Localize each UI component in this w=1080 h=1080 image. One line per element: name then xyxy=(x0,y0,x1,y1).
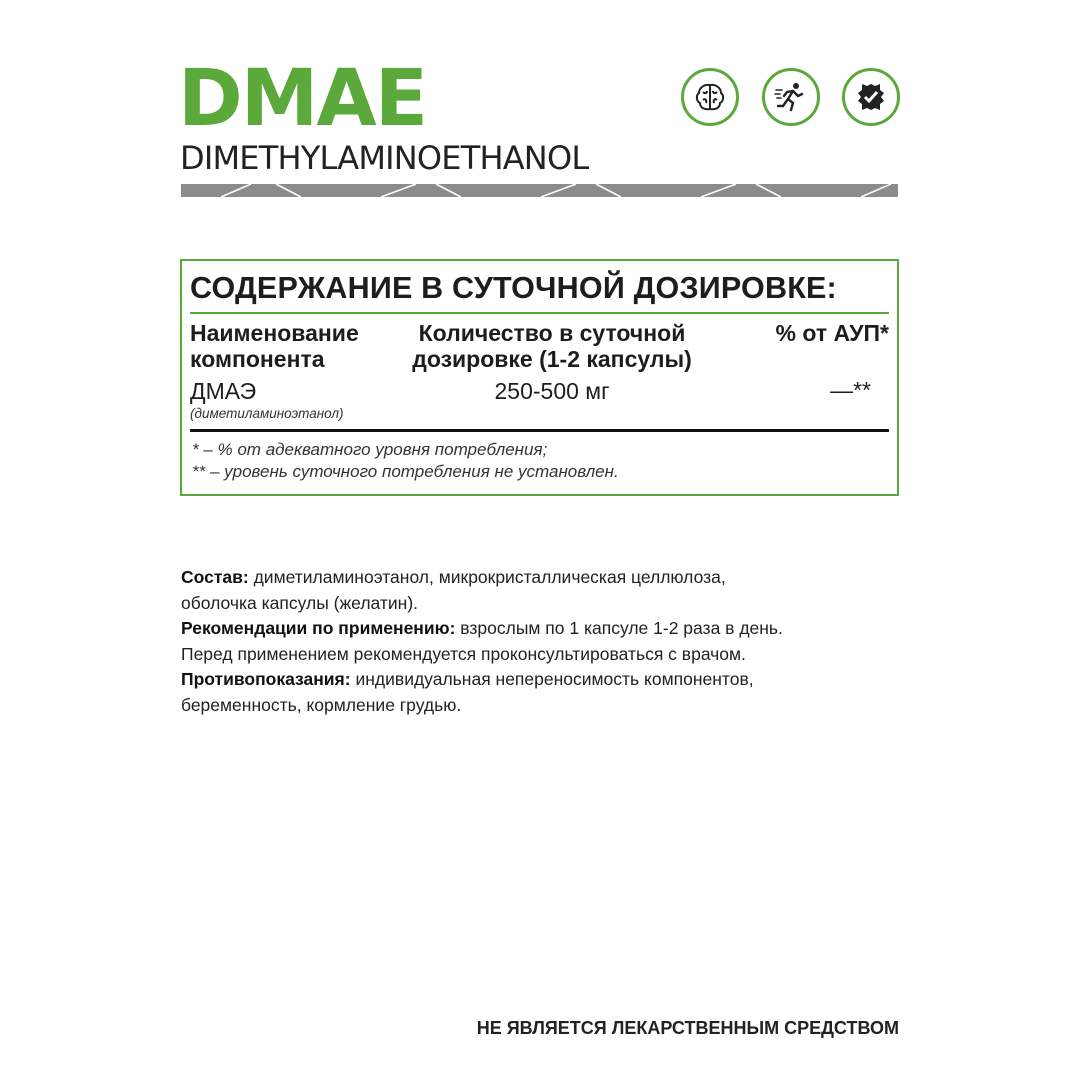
dosage-table xyxy=(180,259,899,496)
component-quantity: 250-500 мг xyxy=(494,378,610,404)
leather-icon xyxy=(842,68,900,126)
table-bottom-divider xyxy=(190,429,889,432)
decorative-stripe xyxy=(181,184,898,197)
composition-line-1: Состав: диметиламиноэтанол, микрокристаллическая целлюлоза, xyxy=(181,567,726,587)
composition-block xyxy=(181,565,921,718)
product-title: DMAE xyxy=(178,54,427,144)
dosage-table-title: СОДЕРЖАНИЕ В СУТОЧНОЙ ДОЗИРОВКЕ: xyxy=(190,271,837,305)
column-header-quantity: Количество в суточной дозировке (1-2 капсулы) xyxy=(412,320,692,372)
disclaimer: НЕ ЯВЛЯЕТСЯ ЛЕКАРСТВЕННЫМ СРЕДСТВОМ xyxy=(476,1018,899,1038)
product-subtitle: DIMETHYLAMINOETHANOL xyxy=(180,139,589,177)
brain-icon xyxy=(681,68,739,126)
footnote-2: ** – уровень суточного потребления не установлен. xyxy=(192,462,619,481)
feature-icons xyxy=(681,68,900,130)
table-title-divider xyxy=(190,312,889,314)
column-header-percent: % от АУП* xyxy=(775,320,889,346)
composition-line-2: оболочка капсулы (желатин). xyxy=(181,592,419,613)
component-percent: —** xyxy=(830,377,871,403)
usage-line-1: Рекомендации по применению: взрослым по 1 капсуле 1-2 раза в день. xyxy=(181,618,783,638)
component-name-sub: (диметиламиноэтанол) xyxy=(190,406,344,421)
component-name: ДМАЭ xyxy=(190,378,257,404)
runner-icon xyxy=(762,68,820,126)
usage-line-2: Перед применением рекомендуется проконсультироваться с врачом. xyxy=(181,643,746,664)
footnote-1: * – % от адекватного уровня потребления; xyxy=(192,440,548,459)
contraindications-line-1: Противопоказания: индивидуальная непереносимость компонентов, xyxy=(181,669,754,689)
contraindications-line-2: беременность, кормление грудью. xyxy=(181,694,462,715)
column-header-name: Наименование компонента xyxy=(190,320,359,372)
